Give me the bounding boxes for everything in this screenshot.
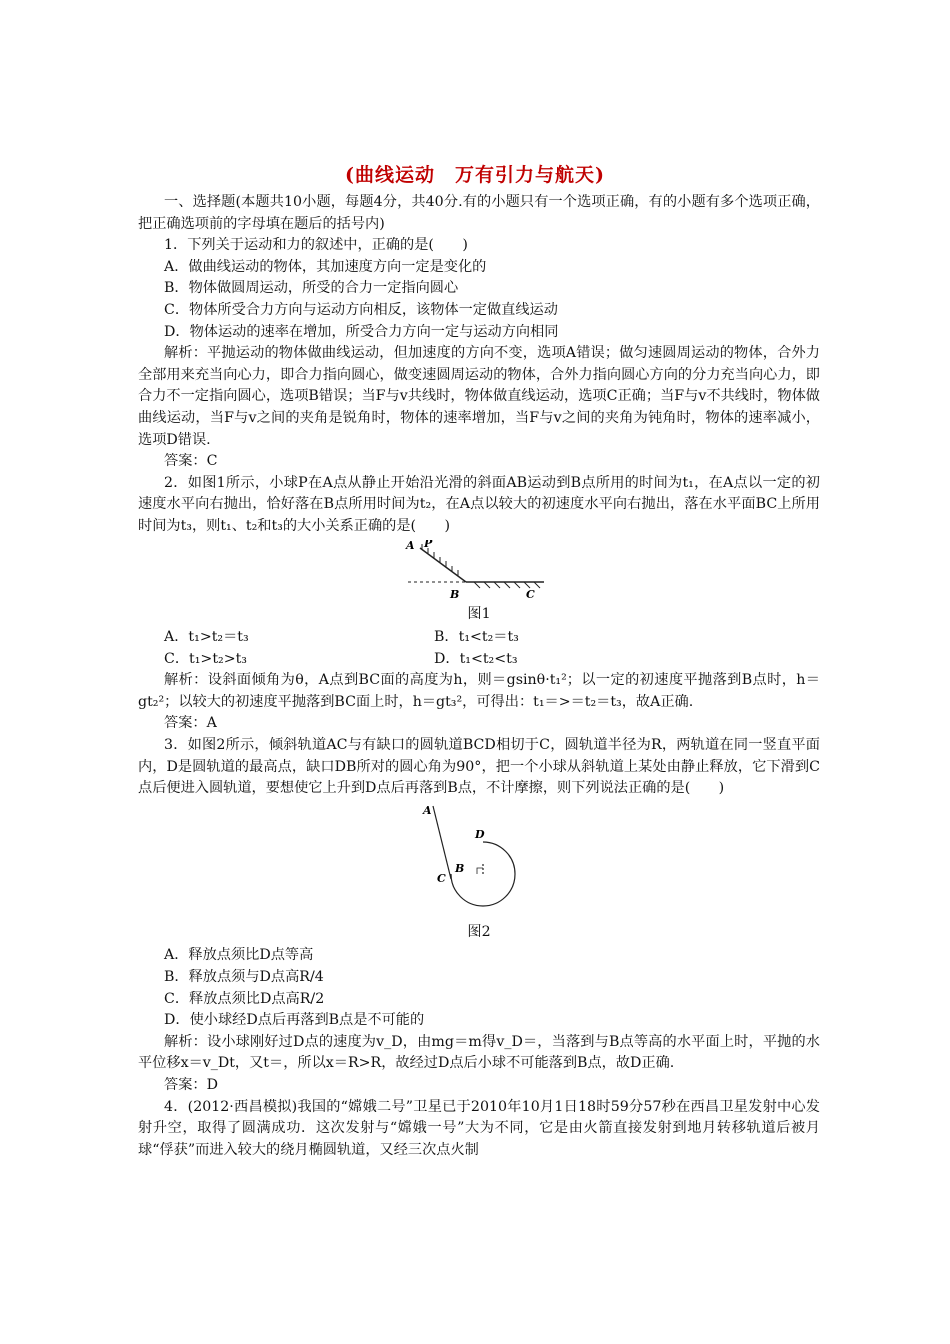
q1-option-b: B．物体做圆周运动，所受的合力一定指向圆心 — [164, 280, 459, 297]
document-body — [138, 192, 820, 1161]
q3-option-c: C．释放点须比D点高R/2 — [164, 990, 325, 1007]
q2-option-b: B．t₁<t₂＝t₃ — [434, 629, 519, 646]
fig1-label-a: A — [406, 539, 415, 552]
q2-stem: 2．如图1所示，小球P在A点从静止开始沿光滑的斜面AB运动到B点所用的时间为t₁，在A点以一定的初速度水平向右抛出，恰好落在B点所用时间为t₂，在A点以较大的初速度水平向右抛出，落在水平面BC上所用时间为t₃，则t₁、t₂和t₃的大小关系正确的是( ) — [138, 474, 820, 534]
q2-analysis: 解析：设斜面倾角为θ，A点到BC面的高度为h，则＝gsinθ·t₁²；以一定的初速度平抛落到B点时，h＝gt₂²；以较大的初速度平抛落到BC面上时，h＝gt₃²，可得出：t₁＝>＝t₂＝t₃，故A正确. — [138, 672, 820, 710]
figure-2-diagram — [409, 802, 549, 922]
figure-1-diagram — [404, 540, 554, 604]
q1-answer: 答案：C — [164, 453, 218, 470]
q2-option-a: A．t₁>t₂＝t₃ — [164, 629, 249, 646]
q4-stem: 4．(2012·西昌模拟)我国的“嫦娥二号”卫星已于2010年10月1日18时59分57秒在西昌卫星发射中心发射升空，取得了圆满成功．这次发射与“嫦娥一号”大为不同，它是由火箭直接发射到地月转移轨道后被月球“俘获”而进入较大的绕月椭圆轨道，又经三次点火制 — [138, 1098, 820, 1158]
q3-option-b: B．释放点须与D点高R/4 — [164, 969, 324, 986]
fig1-label-p: P — [424, 539, 433, 550]
q2-options-row-2 — [138, 649, 820, 671]
q1-option-d: D．物体运动的速率在增加，所受合力方向一定与运动方向相同 — [164, 323, 559, 340]
q3-option-d: D．使小球经D点后再落到B点是不可能的 — [164, 1012, 425, 1029]
figure-2 — [138, 802, 820, 944]
q2-option-c: C．t₁>t₂>t₃ — [164, 650, 247, 667]
fig1-label-b: B — [450, 587, 460, 601]
figure-1-caption: 图1 — [467, 605, 491, 622]
q1-option-a: A．做曲线运动的物体，其加速度方向一定是变化的 — [164, 258, 487, 275]
page-title: (曲线运动 万有引力与航天) — [345, 164, 605, 186]
fig1-label-c: C — [526, 587, 535, 601]
q3-stem: 3．如图2所示，倾斜轨道AC与有缺口的圆轨道BCD相切于C，圆轨道半径为R，两轨道在同一竖直平面内，D是圆轨道的最高点，缺口DB所对的圆心角为90°，把一个小球从斜轨道上某处由静止释放，它下滑到C点后便进入圆轨道，要想使它上升到D点后再落到B点，不计摩擦，则下列说法正确的是( ) — [138, 737, 820, 797]
q1-analysis: 解析：平抛运动的物体做曲线运动，但加速度的方向不变，选项A错误；做匀速圆周运动的物体，合外力全部用来充当向心力，即合力指向圆心，做变速圆周运动的物体，合外力指向圆心方向的分力充当向心力，即合力不一定指向圆心，选项B错误；当F与v共线时，物体做直线运动，选项C正确；当F与v不共线时，物体做曲线运动，当F与v之间的夹角是锐角时，物体的速率增加，当F与v之间的夹角为钝角时，物体的速率减小，选项D错误. — [138, 345, 820, 448]
fig2-label-b: B — [455, 861, 465, 875]
q1-stem: 1．下列关于运动和力的叙述中，正确的是( ) — [164, 237, 468, 254]
fig2-label-d: D — [475, 827, 485, 841]
q2-answer: 答案：A — [164, 715, 217, 732]
q3-analysis: 解析：设小球刚好过D点的速度为v_D，由mg＝m得v_D＝，当落到与B点等高的水平面上时，平抛的水平位移x＝v_Dt，又t＝，所以x＝R>R，故经过D点后小球不可能落到B点，故D正确. — [138, 1033, 820, 1072]
q3-answer: 答案：D — [164, 1077, 218, 1093]
q2-options-row-1 — [138, 627, 820, 649]
fig2-label-c: C — [437, 871, 446, 885]
section-intro: 一、选择题(本题共10小题，每题4分，共40分.有的小题只有一个选项正确，有的小题有多个选项正确，把正确选项前的字母填在题后的括号内) — [138, 194, 820, 232]
figure-2-caption: 图2 — [467, 923, 491, 940]
q3-option-a: A．释放点须比D点等高 — [164, 947, 314, 964]
q1-option-c: C．物体所受合力方向与运动方向相反，该物体一定做直线运动 — [164, 301, 558, 318]
fig2-label-a: A — [423, 803, 432, 817]
q2-option-d: D．t₁<t₂<t₃ — [434, 650, 518, 667]
figure-1 — [138, 540, 820, 626]
